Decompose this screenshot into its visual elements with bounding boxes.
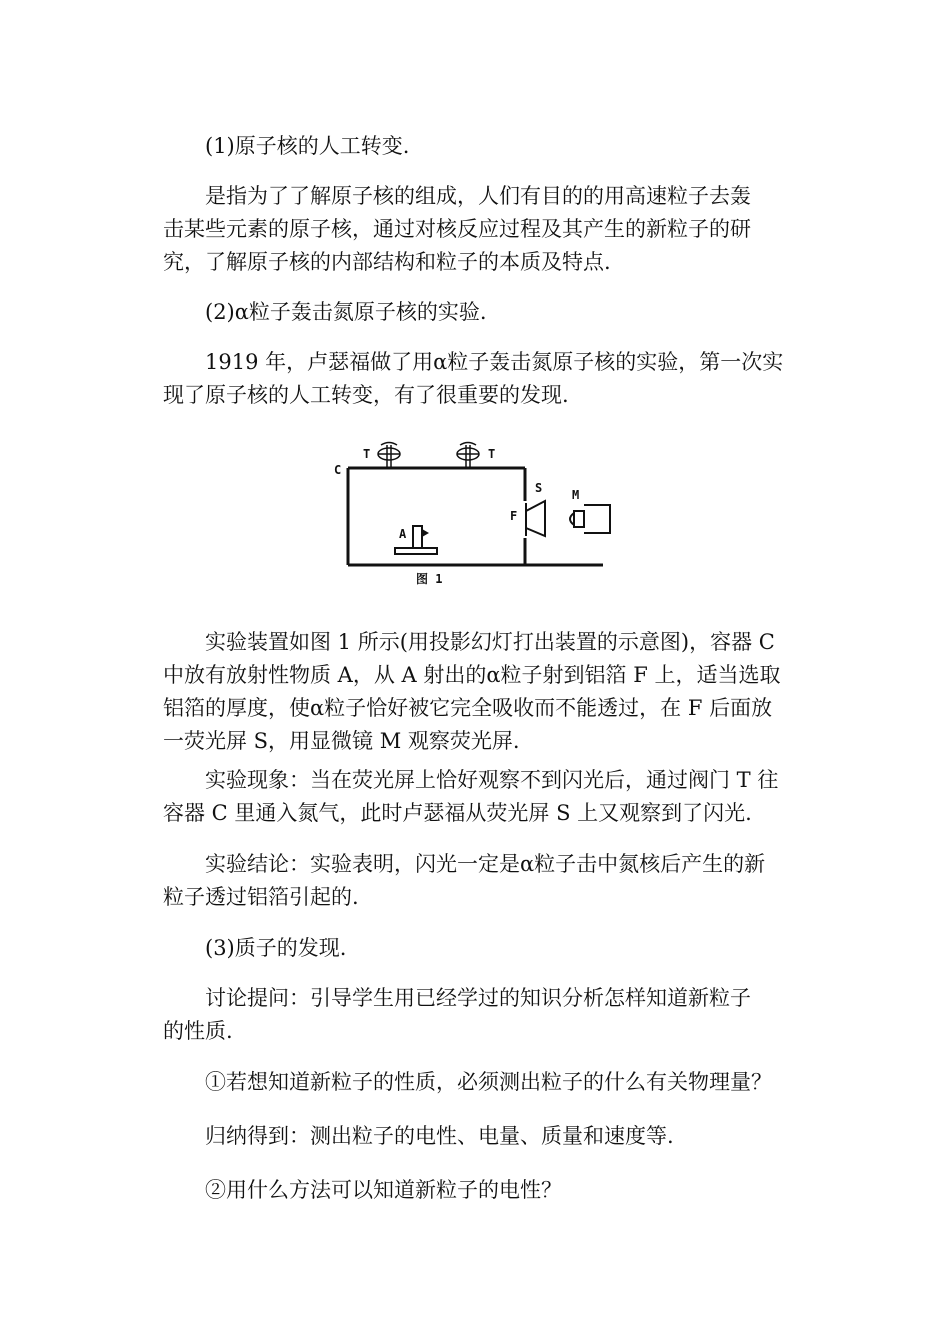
text-line: ②用什么方法可以知道新粒子的电性？: [205, 1178, 562, 1202]
heading-artificial-transmutation: [163, 130, 793, 163]
text-line: (3)质子的发现.: [205, 936, 347, 960]
paragraph-phenomenon: [163, 764, 793, 830]
label-t-right: T: [488, 447, 496, 461]
paragraph-apparatus: [163, 626, 793, 758]
text-line: (2)α粒子轰击氮原子核的实验.: [205, 300, 487, 324]
heading-alpha-experiment: [163, 296, 793, 329]
text-line: 容器 C 里通入氮气，此时卢瑟福从荧光屏 S 上又观察到了闪光.: [163, 801, 752, 825]
text-line: 是指为了了解原子核的组成，人们有目的的用高速粒子去轰: [205, 184, 751, 208]
paragraph-discussion: [163, 982, 793, 1048]
question-two: [163, 1174, 793, 1207]
text-line: 击某些元素的原子核，通过对核反应过程及其产生的新粒子的研: [163, 217, 751, 241]
label-a: A: [399, 527, 407, 541]
text-line: 铝箔的厚度，使α粒子恰好被它完全吸收而不能透过，在 F 后面放: [163, 696, 773, 720]
text-line: ①若想知道新粒子的性质，必须测出粒子的什么有关物理量？: [205, 1070, 772, 1094]
valve-t-right: [457, 443, 479, 469]
paragraph-rutherford-1919: [163, 346, 793, 412]
text-line: (1)原子核的人工转变.: [205, 134, 410, 158]
text-line: 一荧光屏 S，用显微镜 M 观察荧光屏.: [163, 729, 520, 753]
text-line: 实验装置如图 1 所示(用投影幻灯打出装置的示意图)，容器 C: [205, 630, 775, 654]
source-pointer: [422, 529, 429, 537]
text-line: 实验结论：实验表明，闪光一定是α粒子击中氮核后产生的新: [205, 852, 766, 876]
text-line: 讨论提问：引导学生用已经学过的知识分析怎样知道新粒子: [205, 986, 751, 1010]
question-one: [163, 1066, 793, 1099]
text-line: 的性质.: [163, 1019, 233, 1043]
heading-proton-discovery: [163, 932, 793, 965]
text-line: 中放有放射性物质 A，从 A 射出的α粒子射到铝箔 F 上，适当选取: [163, 663, 781, 687]
text-line: 粒子透过铝箔引起的.: [163, 885, 359, 909]
summary-line: [163, 1120, 793, 1153]
paragraph-conclusion: [163, 848, 793, 914]
apparatus-diagram: [330, 433, 620, 593]
apparatus-figure: [330, 433, 620, 593]
label-c: C: [334, 463, 342, 477]
microscope-m: [570, 505, 610, 533]
text-line: 实验现象：当在荧光屏上恰好观察不到闪光后，通过阀门 T 往: [205, 768, 779, 792]
text-line: 归纳得到：测出粒子的电性、电量、质量和速度等.: [205, 1124, 674, 1148]
text-line: 究，了解原子核的内部结构和粒子的本质及特点.: [163, 250, 611, 274]
valve-t-left: [378, 443, 400, 469]
label-m: M: [572, 488, 580, 502]
text-line: 现了原子核的人工转变，有了很重要的发现.: [163, 383, 569, 407]
figure-caption: 图 1: [416, 572, 443, 586]
label-f: F: [510, 509, 518, 523]
foil-and-screen: [526, 501, 545, 536]
paragraph-definition: [163, 180, 793, 279]
text-line: 1919 年，卢瑟福做了用α粒子轰击氮原子核的实验，第一次实: [205, 350, 784, 374]
label-t-left: T: [363, 447, 371, 461]
label-s: S: [535, 481, 543, 495]
